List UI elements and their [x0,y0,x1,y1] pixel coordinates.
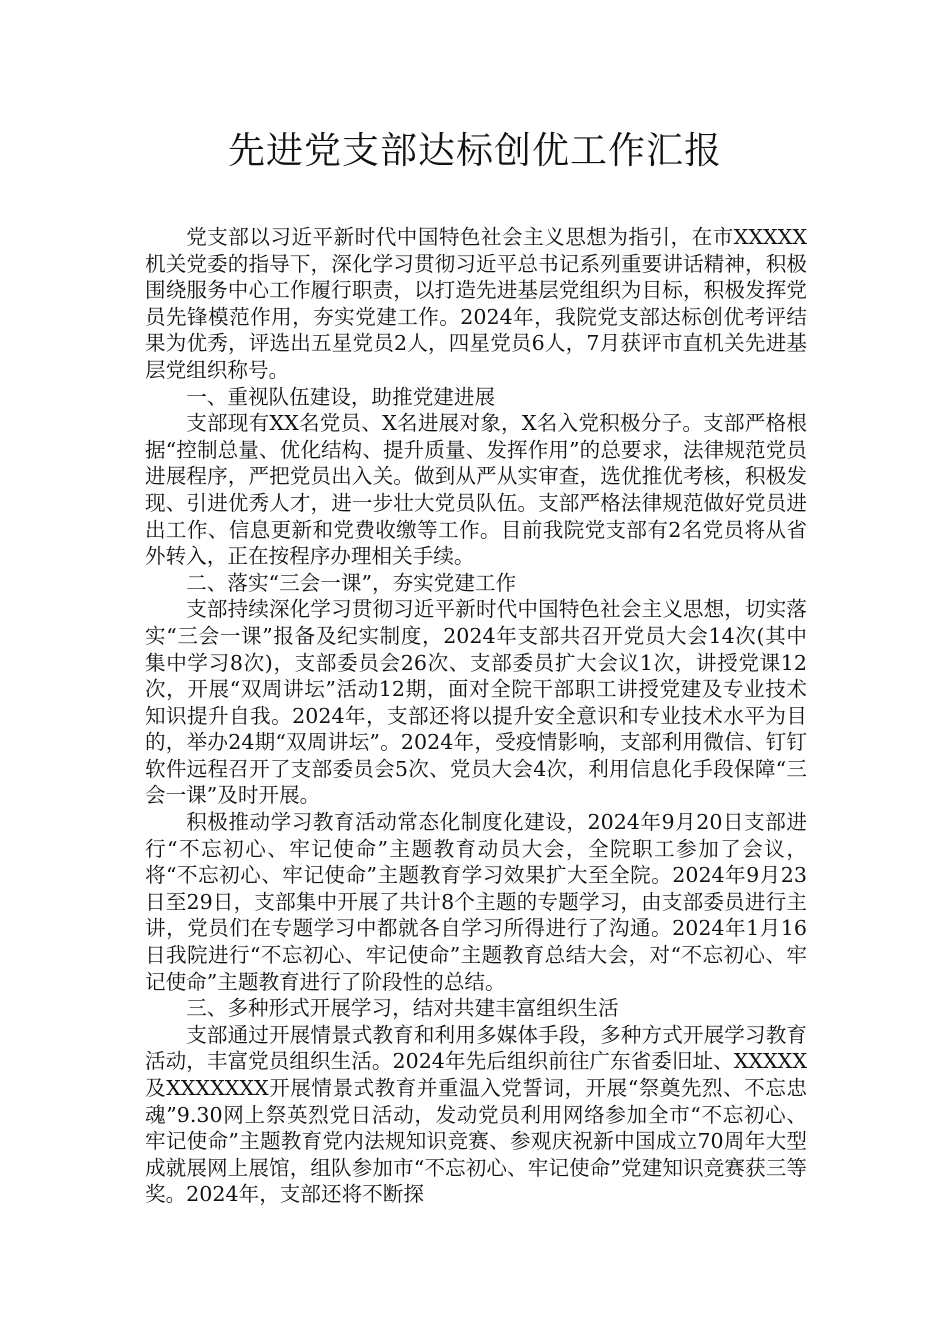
section-3-paragraph: 支部通过开展情景式教育和利用多媒体手段，多种方式开展学习教育活动，丰富党员组织生活。2024年先后组织前往广东省委旧址、XXXXX及XXXXXXX开展情景式教育并重温入党誓词，开展“祭奠先烈、不忘忠魂”9.30网上祭英烈党日活动，发动党员利用网络参加全市“不忘初心、牢记使命”主题教育党内法规知识竞赛、参观庆祝新中国成立70周年大型成就展网上展馆，组队参加市“不忘初心、牢记使命”党建知识竞赛获三等奖。2024年，支部还将不断探 [145,1022,807,1207]
section-heading-2: 二、落实“三会一课”，夯实党建工作 [186,570,517,595]
section-2-paragraph-2: 积极推动学习教育活动常态化制度化建设，2024年9月20日支部进行“不忘初心、牢记使命”主题教育动员大会，全院职工参加了会议，将“不忘初心、牢记使命”主题教育学习效果扩大至全院。2024年9月23日至29日，支部集中开展了共计8个主题的专题学习，由支部委员进行主讲，党员们在专题学习中都就各自学习所得进行了沟通。2024年1月16日我院进行“不忘初心、牢记使命”主题教育总结大会，对“不忘初心、牢记使命”主题教育进行了阶段性的总结。 [145,810,807,994]
section-heading-3: 三、多种形式开展学习，结对共建丰富组织生活 [186,996,619,1021]
document-body [145,224,807,1208]
section-heading-1: 一、重视队伍建设，助推党建进展 [186,384,496,409]
intro-paragraph: 党支部以习近平新时代中国特色社会主义思想为指引，在市XXXXX机关党委的指导下，深化学习贯彻习近平总书记系列重要讲话精神，积极围绕服务中心工作履行职责，以打造先进基层党组织为目标，积极发挥党员先锋模范作用，夯实党建工作。2024年，我院党支部达标创优考评结果为优秀，评选出五星党员2人，四星党员6人，7月获评市直机关先进基层党组织称号。 [145,225,807,382]
section-2-paragraph-1: 支部持续深化学习贯彻习近平新时代中国特色社会主义思想，切实落实“三会一课”报备及纪实制度，2024年支部共召开党员大会14次(其中集中学习8次)，支部委员会26次、支部委员扩大会议1次，讲授党课12次，开展“双周讲坛”活动12期，面对全院干部职工讲授党建及专业技术知识提升自我。2024年，支部还将以提升安全意识和专业技术水平为目的，举办24期“双周讲坛”。2024年，受疫情影响，支部利用微信、钉钉软件远程召开了支部委员会5次、党员大会4次，利用信息化手段保障“三会一课”及时开展。 [145,597,807,808]
document-title: 先进党支部达标创优工作汇报 [228,129,722,172]
section-1-paragraph: 支部现有XX名党员、X名进展对象，X名入党积极分子。支部严格根据“控制总量、优化结构、提升质量、发挥作用”的总要求，法律规范党员进展程序，严把党员出入关。做到从严从实审查，选优推优考核，积极发现、引进优秀人才，进一步壮大党员队伍。支部严格法律规范做好党员进出工作、信息更新和党费收缴等工作。目前我院党支部有2名党员将从省外转入，正在按程序办理相关手续。 [145,411,807,569]
